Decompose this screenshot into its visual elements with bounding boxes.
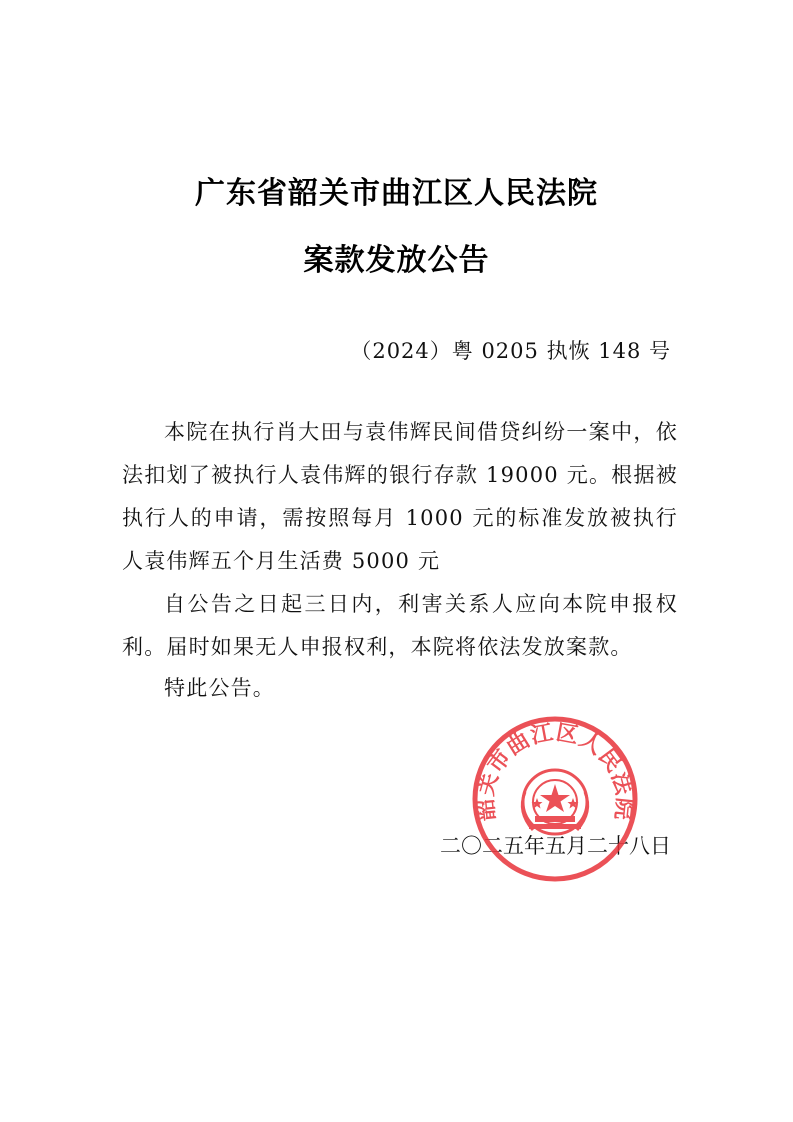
issue-date: 二〇二五年五月二十八日 [440,834,671,858]
notice-paragraph-claim: 自公告之日起三日内，利害关系人应向本院申报权利。届时如果无人申报权利，本院将依法发放案款。 [122,592,678,659]
notice-paragraph-closing: 特此公告。 [164,676,275,700]
seal-text: 韶关市曲江区人民法院 [472,719,638,823]
notice-paragraph-main: 本院在执行肖大田与袁伟辉民间借贷纠纷一案中，依法扣划了被执行人袁伟辉的银行存款 19000 元。根据被执行人的申请，需按照每月 1000 元的标准发放被执行人袁伟辉五个月生活费 5000 元 [122,420,678,573]
court-name-title: 广东省韶关市曲江区人民法院 [195,176,598,211]
court-seal-stamp [470,714,640,884]
national-emblem-icon [522,770,587,834]
notice-title: 案款发放公告 [303,243,490,278]
case-number: （2024）粤 0205 执恢 148 号 [350,339,671,363]
